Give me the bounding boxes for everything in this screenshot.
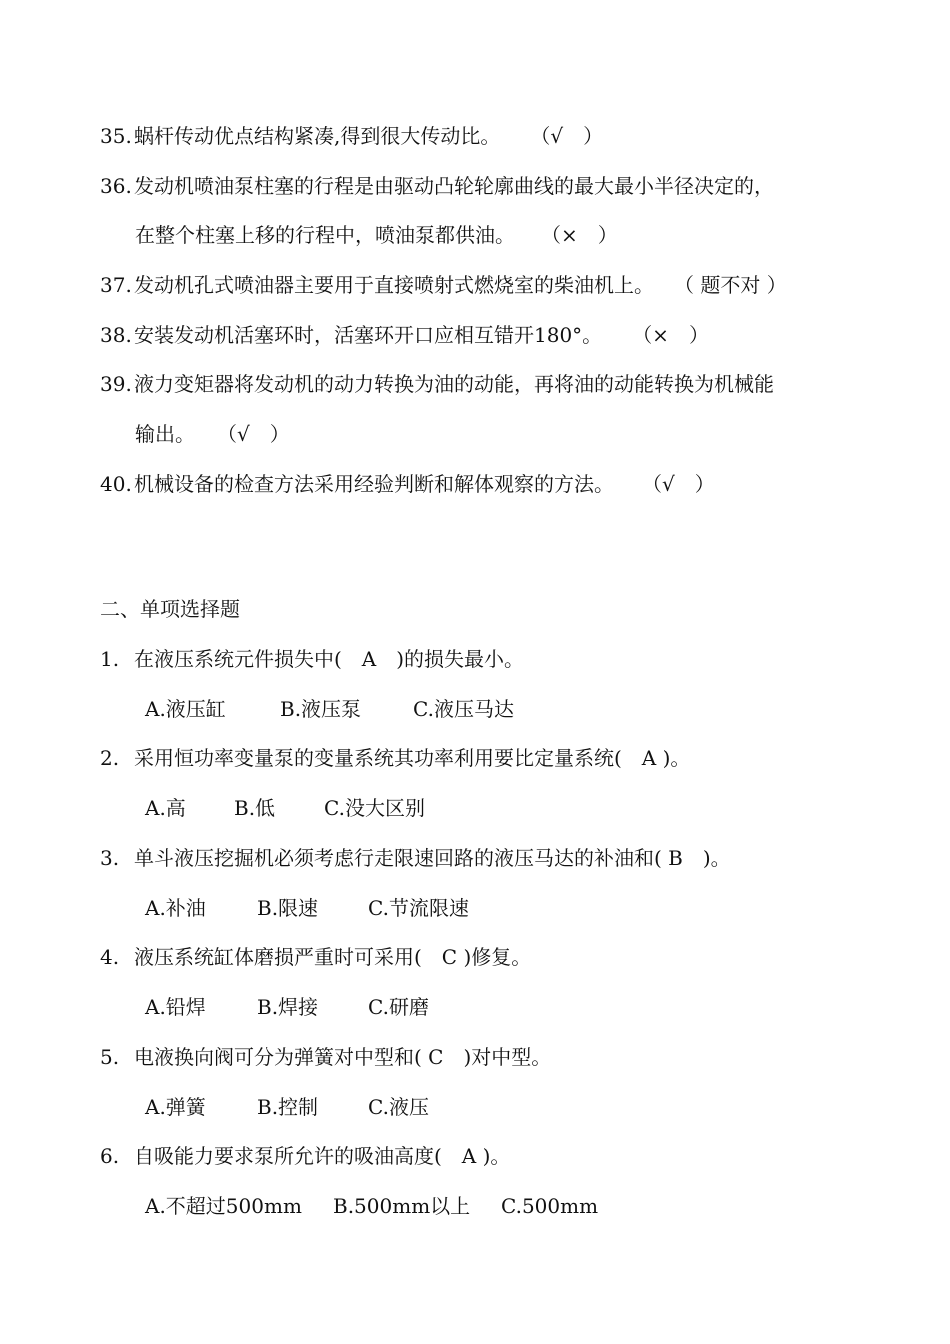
item-number: 2. (100, 746, 120, 770)
item-number: 36. (100, 174, 132, 198)
item-text: 安装发动机活塞环时，活塞环开口应相互错开180°。 (134, 323, 603, 347)
item-text: 蜗杆传动优点结构紧凑,得到很大传动比。 (134, 124, 501, 148)
mc-question-4 (100, 943, 531, 971)
item-answer: （ 题不对 ） (674, 273, 787, 297)
option-c: C.500mm (501, 1194, 599, 1218)
item-text: 发动机孔式喷油器主要用于直接喷射式燃烧室的柴油机上。 (134, 273, 654, 297)
item-answer: （× ） (632, 323, 709, 347)
item-text: 单斗液压挖掘机必须考虑行走限速回路的液压马达的补油和( B )。 (134, 846, 731, 870)
option-a: A.不超过500mm (145, 1194, 302, 1218)
mc-question-5 (100, 1043, 551, 1071)
item-answer: （√ ） (530, 124, 604, 148)
item-answer: （× ） (541, 223, 618, 247)
item-number: 37. (100, 273, 132, 297)
item-number: 5. (100, 1045, 120, 1069)
item-text: 采用恒功率变量泵的变量系统其功率利用要比定量系统( A )。 (134, 746, 691, 770)
option-b: B.限速 (257, 896, 319, 920)
item-text: 机械设备的检查方法采用经验判断和解体观察的方法。 (134, 472, 614, 496)
option-b: B.500mm以上 (333, 1194, 471, 1218)
item-text-continued: 在整个柱塞上移的行程中，喷油泵都供油。 (135, 223, 515, 247)
item-text: 自吸能力要求泵所允许的吸油高度( A )。 (134, 1144, 511, 1168)
tf-item-35 (100, 122, 603, 150)
option-c: C.液压 (368, 1095, 429, 1119)
mc-options-6 (145, 1192, 598, 1220)
option-b: B.焊接 (257, 995, 319, 1019)
item-number: 6. (100, 1144, 120, 1168)
mc-question-2 (100, 744, 690, 772)
item-text: 液力变矩器将发动机的动力转换为油的动能，再将油的动能转换为机械能 (134, 372, 774, 396)
option-a: A.补油 (145, 896, 206, 920)
option-b: B.低 (234, 796, 276, 820)
item-text: 在液压系统元件损失中( A )的损失最小。 (134, 647, 525, 671)
item-text: 液压系统缸体磨损严重时可采用( C )修复。 (134, 945, 532, 969)
option-b: B.控制 (257, 1095, 319, 1119)
tf-item-37 (100, 271, 787, 299)
item-number: 4. (100, 945, 120, 969)
option-c: C.没大区别 (324, 796, 425, 820)
mc-question-3 (100, 844, 731, 872)
mc-options-5 (145, 1093, 429, 1121)
option-c: C.液压马达 (413, 697, 514, 721)
item-number: 1. (100, 647, 120, 671)
option-a: A.弹簧 (145, 1095, 206, 1119)
tf-item-40 (100, 470, 715, 498)
option-a: A.高 (145, 796, 186, 820)
mc-question-6 (100, 1142, 510, 1170)
mc-options-2 (145, 794, 425, 822)
item-text: 电液换向阀可分为弹簧对中型和( C )对中型。 (134, 1045, 552, 1069)
item-number: 35. (100, 124, 132, 148)
option-c: C.研磨 (368, 995, 429, 1019)
mc-options-1 (145, 695, 514, 723)
item-text-continued: 输出。 (135, 422, 195, 446)
item-number: 39. (100, 372, 132, 396)
item-number: 3. (100, 846, 120, 870)
item-text: 发动机喷油泵柱塞的行程是由驱动凸轮轮廓曲线的最大最小半径决定的， (134, 174, 774, 198)
option-c: C.节流限速 (368, 896, 469, 920)
section-title: 二、单项选择题 (100, 597, 240, 621)
item-number: 40. (100, 472, 132, 496)
option-b: B.液压泵 (280, 697, 362, 721)
mc-options-4 (145, 993, 429, 1021)
item-answer: （√ ） (642, 472, 715, 496)
tf-item-36-continuation (135, 221, 618, 249)
tf-item-39-continuation (135, 420, 290, 448)
mc-options-3 (145, 894, 469, 922)
item-number: 38. (100, 323, 132, 347)
tf-item-39 (100, 370, 774, 398)
tf-item-38 (100, 321, 709, 349)
item-answer: （√ ） (217, 422, 290, 446)
mc-question-1 (100, 645, 524, 673)
option-a: A.铅焊 (145, 995, 206, 1019)
tf-item-36 (100, 172, 774, 200)
option-a: A.液压缸 (145, 697, 226, 721)
